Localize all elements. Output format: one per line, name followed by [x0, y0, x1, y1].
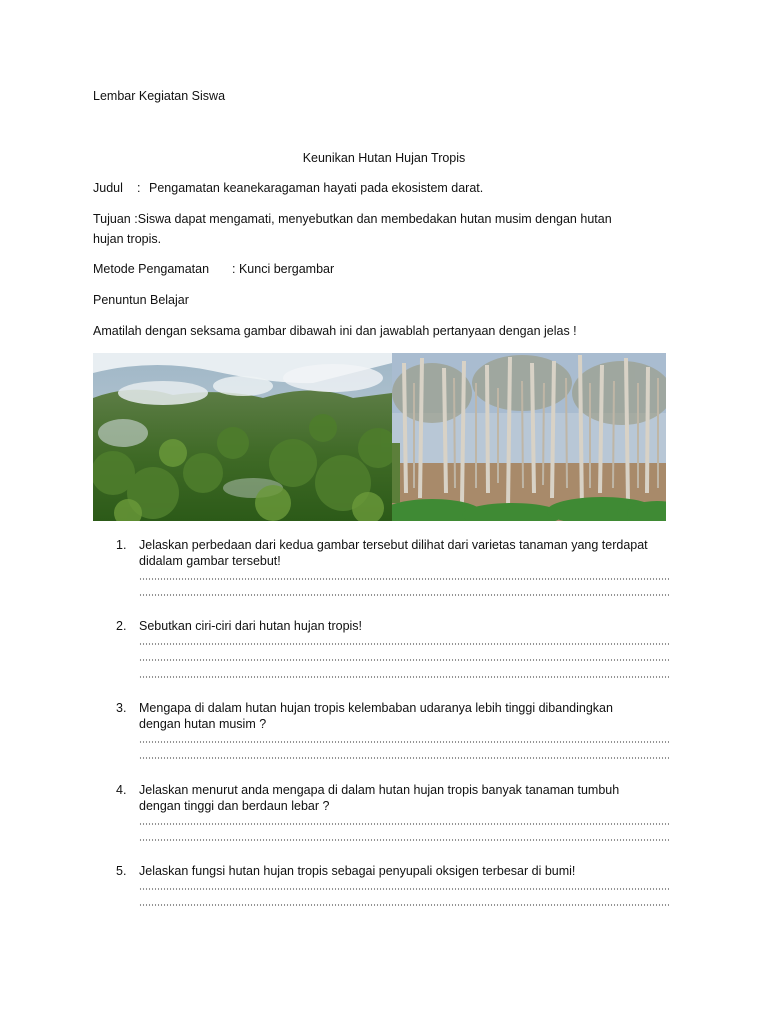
- question-text-continued: dengan hutan musim ?: [139, 717, 267, 731]
- field-separator: :: [232, 262, 236, 276]
- monsoon-forest-photo: [392, 353, 666, 521]
- question-text: Jelaskan fungsi hutan hujan tropis sebagai penyupali oksigen terbesar di bumi!: [139, 864, 576, 878]
- question-text-continued: didalam gambar tersebut!: [139, 554, 281, 568]
- field-tujuan: [93, 211, 612, 227]
- question-text: Mengapa di dalam hutan hujan tropis kelembaban udaranya lebih tinggi dibandingkan: [139, 701, 613, 715]
- field-judul: [93, 180, 483, 196]
- question-text: Jelaskan menurut anda mengapa di dalam hutan hujan tropis banyak tanaman tumbuh: [139, 783, 620, 797]
- answer-line[interactable]: [139, 904, 669, 906]
- field-value: Kunci bergambar: [238, 262, 335, 276]
- page-title: Keunikan Hutan Hujan Tropis: [302, 151, 466, 165]
- answer-line[interactable]: [139, 888, 669, 890]
- answer-line[interactable]: [139, 823, 669, 825]
- question-number: 1.: [116, 538, 127, 552]
- field-value: Pengamatan keanekaragaman hayati pada ekosistem darat.: [149, 181, 484, 195]
- question-text: Jelaskan perbedaan dari kedua gambar tersebut dilihat dari varietas tanaman yang terdapat: [139, 538, 648, 552]
- question-number: 4.: [116, 783, 127, 797]
- answer-line[interactable]: [139, 659, 669, 661]
- answer-line[interactable]: [139, 839, 669, 841]
- section-heading: Penuntun Belajar: [93, 293, 189, 307]
- field-label: Judul: [93, 181, 123, 195]
- field-label: Tujuan: [93, 212, 131, 226]
- question-number: 5.: [116, 864, 127, 878]
- answer-line[interactable]: [139, 741, 669, 743]
- field-separator: :: [137, 181, 141, 195]
- field-value: Siswa dapat mengamati, menyebutkan dan membedakan hutan musim dengan hutan: [137, 212, 612, 226]
- field-separator: :: [134, 212, 138, 226]
- answer-line[interactable]: [139, 643, 669, 645]
- question-text: Sebutkan ciri-ciri dari hutan hujan tropis!: [139, 619, 363, 633]
- answer-line[interactable]: [139, 594, 669, 596]
- field-label: Metode Pengamatan: [93, 262, 210, 276]
- answer-line[interactable]: [139, 578, 669, 580]
- question-number: 2.: [116, 619, 127, 633]
- worksheet-header: Lembar Kegiatan Siswa: [93, 89, 226, 103]
- field-tujuan-continued: hujan tropis.: [93, 232, 162, 246]
- question-text-continued: dengan tinggi dan berdaun lebar ?: [139, 799, 330, 813]
- answer-line[interactable]: [139, 676, 669, 678]
- instruction-text: Amatilah dengan seksama gambar dibawah ini dan jawablah pertanyaan dengan jelas !: [93, 324, 577, 338]
- field-metode: [93, 261, 334, 277]
- question-number: 3.: [116, 701, 127, 715]
- tropical-rainforest-photo: [93, 353, 392, 521]
- answer-line[interactable]: [139, 757, 669, 759]
